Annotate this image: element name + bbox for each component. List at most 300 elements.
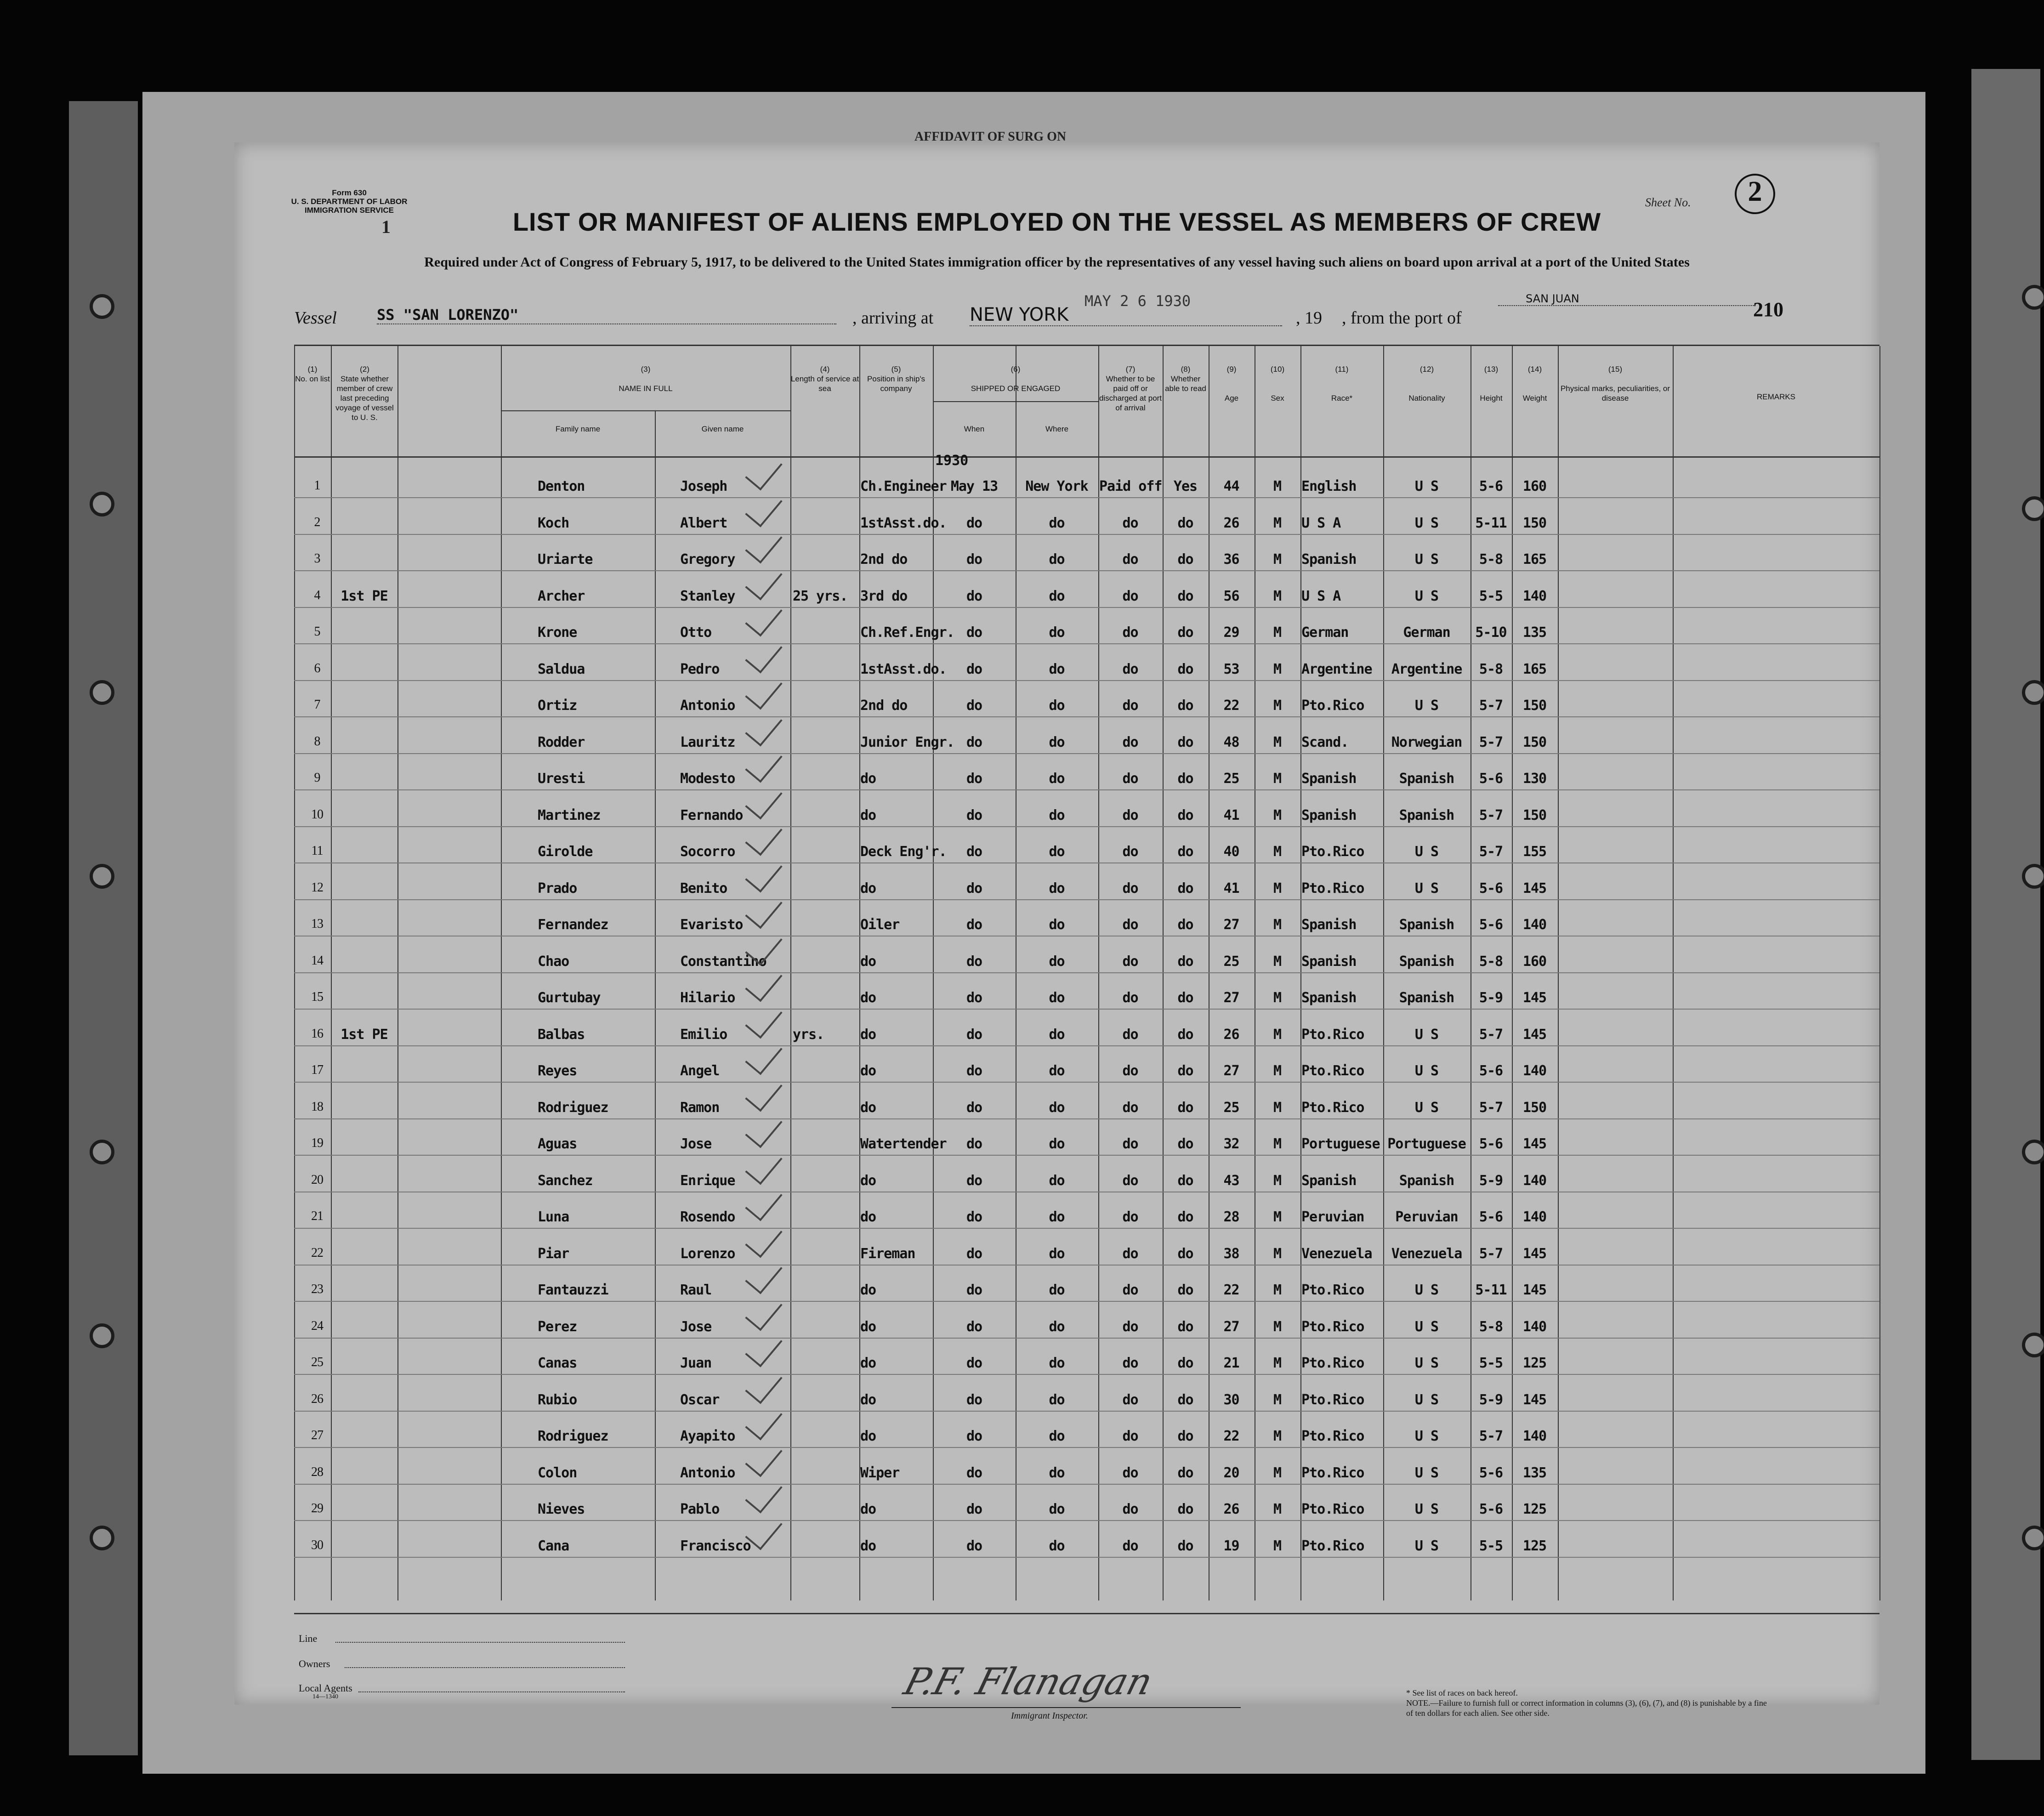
cell-nationality: U S <box>1414 588 1439 604</box>
cell-sex: M <box>1273 1318 1282 1335</box>
cell-no: 30 <box>311 1538 323 1552</box>
cell-age: 22 <box>1223 698 1239 714</box>
cell-race: Pto.Rico <box>1301 1026 1364 1043</box>
cell-given: Albert <box>680 515 727 531</box>
col-num: (7) <box>1125 365 1136 374</box>
cell-age: 25 <box>1223 1099 1239 1116</box>
table-row <box>294 1484 1879 1521</box>
cell-where: do <box>1049 1063 1065 1079</box>
col-num: (1) <box>307 365 318 374</box>
cell-paid: do <box>1122 1172 1138 1189</box>
cell-family: Piar <box>538 1245 569 1262</box>
cell-nationality: U S <box>1414 1282 1439 1298</box>
cell-family: Chao <box>538 953 569 970</box>
cell-given: Benito <box>680 880 727 897</box>
cell-nationality: U S <box>1414 1099 1439 1116</box>
cell-nationality: U S <box>1414 844 1439 860</box>
cell-family: Uriarte <box>538 551 593 568</box>
col2-header <box>332 364 397 422</box>
cell-read: Yes <box>1173 478 1198 494</box>
cell-age: 27 <box>1223 1063 1239 1079</box>
cell-where: do <box>1049 844 1065 860</box>
cell-family: Archer <box>538 588 585 604</box>
cell-no: 7 <box>314 698 320 712</box>
cell-family: Gurtubay <box>538 990 601 1006</box>
cell-family: Canas <box>538 1355 577 1371</box>
cell-nationality: U S <box>1414 478 1439 494</box>
cell-race: Pto.Rico <box>1301 1282 1364 1298</box>
col-num: (3) <box>641 365 651 374</box>
binder-hole <box>90 492 114 516</box>
page-title: LIST OR MANIFEST OF ALIENS EMPLOYED ON THE VESSEL AS MEMBERS OF CREW <box>512 207 1601 236</box>
cell-where: do <box>1049 734 1065 750</box>
cell-height: 5-6 <box>1479 1501 1503 1517</box>
cell-age: 41 <box>1223 880 1239 897</box>
cell-weight: 140 <box>1522 917 1547 933</box>
cell-race: Pto.Rico <box>1301 698 1364 714</box>
cell-paid: do <box>1122 698 1138 714</box>
cell-no: 24 <box>311 1318 323 1333</box>
cell-no: 18 <box>311 1099 323 1114</box>
cell-given: Lauritz <box>680 734 735 750</box>
cell-nationality: U S <box>1414 1391 1439 1408</box>
cell-age: 25 <box>1223 771 1239 787</box>
sheet-number-label: Sheet No. <box>1645 196 1691 209</box>
cell-nationality: Norwegian <box>1391 734 1462 750</box>
cell-weight: 165 <box>1522 551 1547 568</box>
binder-hole <box>2022 1526 2044 1550</box>
binder-hole <box>90 680 114 705</box>
cell-sex: M <box>1273 1245 1282 1262</box>
form-code: 14—1340 <box>312 1693 338 1700</box>
cell-race: Pto.Rico <box>1301 1391 1364 1408</box>
manifest-sheet <box>234 130 1879 1721</box>
date-stamp: MAY 2 6 1930 <box>1084 292 1191 310</box>
cell-age: 28 <box>1223 1209 1239 1225</box>
cell-paid: do <box>1122 1318 1138 1335</box>
cell-read: do <box>1177 515 1193 531</box>
cell-paid: do <box>1122 880 1138 897</box>
cell-position: do <box>860 807 876 823</box>
cell-position: 1stAsst.do. <box>860 661 947 677</box>
col4-header <box>790 364 859 393</box>
cell-no: 11 <box>311 844 323 858</box>
cell-where: do <box>1049 1209 1065 1225</box>
cell-read: do <box>1177 1318 1193 1335</box>
col-label: Nationality <box>1408 394 1445 403</box>
cell-nationality: U S <box>1414 1428 1439 1444</box>
cell-race: Portuguese <box>1301 1136 1380 1152</box>
cell-race: Spanish <box>1301 807 1357 823</box>
binder-hole <box>90 864 114 889</box>
cell-when: do <box>966 1026 982 1043</box>
cell-given: Raul <box>680 1282 712 1298</box>
cell-age: 30 <box>1223 1391 1239 1408</box>
cell-paid: do <box>1122 1282 1138 1298</box>
cell-where: do <box>1049 807 1065 823</box>
col-label: Race* <box>1331 394 1353 403</box>
cell-family: Balbas <box>538 1026 585 1043</box>
cell-paid: do <box>1122 1136 1138 1152</box>
cell-position: do <box>860 1209 876 1225</box>
cell-where: do <box>1049 1245 1065 1262</box>
cell-family: Martinez <box>538 807 601 823</box>
stamp-number: 210 <box>1753 298 1783 321</box>
binder-hole <box>90 1526 114 1550</box>
col-num: (10) <box>1270 365 1285 374</box>
cell-sex: M <box>1273 698 1282 714</box>
binder-hole <box>2022 285 2044 310</box>
cell-sex: M <box>1273 624 1282 641</box>
binder-left <box>69 101 138 1755</box>
cell-no: 15 <box>311 990 323 1004</box>
cell-nationality: Argentine <box>1391 661 1462 677</box>
cell-age: 21 <box>1223 1355 1239 1371</box>
cell-height: 5-8 <box>1479 661 1503 677</box>
cell-paid: do <box>1122 734 1138 750</box>
col5-header <box>859 364 933 393</box>
cell-age: 20 <box>1223 1464 1239 1481</box>
cell-position: 1stAsst.do. <box>860 515 947 531</box>
col9-header <box>1209 364 1255 403</box>
cell-read: do <box>1177 953 1193 970</box>
cell-position: Ch.Ref.Engr. <box>860 624 954 641</box>
cell-family: Aguas <box>538 1136 577 1152</box>
cell-no: 25 <box>311 1355 323 1369</box>
cell-given: Socorro <box>680 844 735 860</box>
cell-given: Otto <box>680 624 712 641</box>
cell-where: do <box>1049 1391 1065 1408</box>
affidavit-text: AFFIDAVIT OF SURG ON <box>914 130 1067 144</box>
cell-paid: do <box>1122 1245 1138 1262</box>
cell-age: 26 <box>1223 515 1239 531</box>
cell-when: do <box>966 1501 982 1517</box>
table-row <box>294 571 1879 608</box>
cell-given: Hilario <box>680 990 735 1006</box>
table-row <box>294 1338 1879 1375</box>
cell-nationality: Spanish <box>1399 807 1454 823</box>
cell-given: Jose <box>680 1136 712 1152</box>
cell-position: 3rd do <box>860 588 908 604</box>
cell-when: do <box>966 990 982 1006</box>
cell-weight: 150 <box>1522 1099 1547 1116</box>
cell-paid: do <box>1122 1099 1138 1116</box>
cell-read: do <box>1177 1355 1193 1371</box>
col-label: SHIPPED OR ENGAGED <box>971 384 1061 393</box>
cell-age: 38 <box>1223 1245 1239 1262</box>
binder-hole <box>2022 680 2044 705</box>
cell-height: 5-5 <box>1479 1538 1503 1554</box>
cell-when: do <box>966 1355 982 1371</box>
col11-header <box>1300 364 1383 403</box>
cell-nationality: Spanish <box>1399 771 1454 787</box>
cell-race: Scand. <box>1301 734 1349 750</box>
line-label: Line <box>299 1633 318 1644</box>
cell-nationality: U S <box>1414 698 1439 714</box>
cell-read: do <box>1177 1464 1193 1481</box>
binder-hole <box>2022 1140 2044 1164</box>
cell-family: Reyes <box>538 1063 577 1079</box>
cell-no: 17 <box>311 1063 323 1077</box>
cell-paid: do <box>1122 1355 1138 1371</box>
cell-age: 48 <box>1223 734 1239 750</box>
cell-where: do <box>1049 588 1065 604</box>
cell-nationality: Portuguese <box>1387 1136 1466 1152</box>
cell-given: Juan <box>680 1355 712 1371</box>
col-label: Physical marks, peculiarities, or disease <box>1560 384 1670 403</box>
cell-read: do <box>1177 807 1193 823</box>
cell-nationality: U S <box>1414 1063 1439 1079</box>
cell-given: Antonio <box>680 1464 735 1481</box>
given-name-header: Given name <box>701 425 744 433</box>
cell-family: Colon <box>538 1464 577 1481</box>
cell-where: do <box>1049 990 1065 1006</box>
col12-header <box>1383 364 1471 403</box>
cell-race: Spanish <box>1301 551 1357 568</box>
cell-where: do <box>1049 698 1065 714</box>
cell-height: 5-7 <box>1479 1099 1503 1116</box>
table-row <box>294 1265 1879 1302</box>
cell-read: do <box>1177 1136 1193 1152</box>
cell-age: 41 <box>1223 807 1239 823</box>
cell-sex: M <box>1273 1209 1282 1225</box>
col-label: Whether to be paid off or discharged at port of arrival <box>1099 375 1162 412</box>
cell-read: do <box>1177 1209 1193 1225</box>
cell-no: 27 <box>311 1428 323 1442</box>
cell-weight: 150 <box>1522 698 1547 714</box>
cell-family: Fernandez <box>538 917 608 933</box>
cell-given: Antonio <box>680 698 735 714</box>
cell-age: 25 <box>1223 953 1239 970</box>
cell-race: German <box>1301 624 1349 641</box>
cell-sex: M <box>1273 478 1282 494</box>
inspector-signature: P.F. Flanagan <box>899 1660 1157 1703</box>
table-row <box>294 790 1879 827</box>
cell-no: 19 <box>311 1136 323 1150</box>
cell-given: Ramon <box>680 1099 720 1116</box>
cell-read: do <box>1177 990 1193 1006</box>
cell-age: 27 <box>1223 1318 1239 1335</box>
cell-given: Lorenzo <box>680 1245 735 1262</box>
cell-given: Pedro <box>680 661 720 677</box>
cell-weight: 145 <box>1522 1391 1547 1408</box>
cell-weight: 135 <box>1522 1464 1547 1481</box>
cell-sex: M <box>1273 990 1282 1006</box>
cell-height: 5-9 <box>1479 990 1503 1006</box>
cell-paid: do <box>1122 917 1138 933</box>
cell-sex: M <box>1273 844 1282 860</box>
cell-where: do <box>1049 1355 1065 1371</box>
cell-where: do <box>1049 1282 1065 1298</box>
binder-right <box>1971 69 2040 1760</box>
cell-age: 53 <box>1223 661 1239 677</box>
cell-weight: 145 <box>1522 990 1547 1006</box>
cell-height: 5-11 <box>1475 1282 1507 1298</box>
cell-where: do <box>1049 1428 1065 1444</box>
cell-family: Rodriguez <box>538 1099 608 1116</box>
col-num: (4) <box>820 365 830 374</box>
cell-age: 29 <box>1223 624 1239 641</box>
col-label: No. on list <box>295 375 330 383</box>
cell-paid: do <box>1122 807 1138 823</box>
cell-read: do <box>1177 1026 1193 1043</box>
cell-position: do <box>860 990 876 1006</box>
cell-height: 5-6 <box>1479 1464 1503 1481</box>
cell-height: 5-7 <box>1479 844 1503 860</box>
cell-race: Argentine <box>1301 661 1372 677</box>
cell-where: do <box>1049 661 1065 677</box>
cell-when: do <box>966 698 982 714</box>
vessel-line <box>294 292 1579 328</box>
col-label: Weight <box>1522 394 1547 403</box>
column-rule <box>1879 346 1880 1600</box>
cell-weight: 150 <box>1522 515 1547 531</box>
cell-paid: do <box>1122 1209 1138 1225</box>
cell-weight: 155 <box>1522 844 1547 860</box>
cell-family: Krone <box>538 624 577 641</box>
cell-age: 40 <box>1223 844 1239 860</box>
cell-when: do <box>966 1245 982 1262</box>
cell-position: do <box>860 1501 876 1517</box>
cell-race: Pto.Rico <box>1301 1428 1364 1444</box>
cell-weight: 150 <box>1522 807 1547 823</box>
cell-family: Girolde <box>538 844 593 860</box>
cell-height: 5-6 <box>1479 1209 1503 1225</box>
from-port: SAN JUAN <box>1498 292 1755 306</box>
cell-no: 14 <box>311 953 323 968</box>
cell-paid: do <box>1122 1538 1138 1554</box>
cell-when: do <box>966 917 982 933</box>
cell-no: 1 <box>314 478 320 493</box>
col-label: State whether member of crew last preceding voyage of vessel to U. S. <box>335 375 394 422</box>
cell-age: 56 <box>1223 588 1239 604</box>
table-row <box>294 1447 1879 1485</box>
col-num: (2) <box>360 365 369 374</box>
cell-no: 8 <box>314 734 320 749</box>
cell-race: Pto.Rico <box>1301 1318 1364 1335</box>
cell-read: do <box>1177 1428 1193 1444</box>
cell-position: do <box>860 1538 876 1554</box>
cell-when: do <box>966 1391 982 1408</box>
cell-height: 5-6 <box>1479 771 1503 787</box>
family-name-header: Family name <box>555 425 601 433</box>
col-label: Height <box>1480 394 1503 403</box>
table-row <box>294 607 1879 644</box>
cell-weight: 145 <box>1522 1026 1547 1043</box>
cell-age: 27 <box>1223 990 1239 1006</box>
cell-read: do <box>1177 698 1193 714</box>
cell-sex: M <box>1273 771 1282 787</box>
col8-header <box>1163 364 1209 393</box>
cell-weight: 125 <box>1522 1355 1547 1371</box>
cell-when: do <box>966 551 982 568</box>
cell-position: do <box>860 1172 876 1189</box>
cell-read: do <box>1177 1501 1193 1517</box>
cell-read: do <box>1177 1538 1193 1554</box>
cell-height: 5-10 <box>1475 624 1507 641</box>
cell-sex: M <box>1273 880 1282 897</box>
cell-age: 43 <box>1223 1172 1239 1189</box>
cell-weight: 145 <box>1522 1245 1547 1262</box>
cell-state: 1st PE <box>341 1026 388 1043</box>
cell-height: 5-6 <box>1479 1063 1503 1079</box>
cell-paid: do <box>1122 953 1138 970</box>
cell-weight: 140 <box>1522 1209 1547 1225</box>
cell-sex: M <box>1273 1136 1282 1152</box>
cell-nationality: Spanish <box>1399 1172 1454 1189</box>
cell-paid: do <box>1122 551 1138 568</box>
cell-sex: M <box>1273 807 1282 823</box>
cell-given: Evaristo <box>680 917 743 933</box>
col-num: (9) <box>1226 365 1237 374</box>
cell-read: do <box>1177 588 1193 604</box>
cell-when: do <box>966 844 982 860</box>
cell-sex: M <box>1273 1026 1282 1043</box>
cell-when: do <box>966 1209 982 1225</box>
col7-header <box>1098 364 1163 413</box>
cell-height: 5-5 <box>1479 1355 1503 1371</box>
cell-no: 2 <box>314 515 320 529</box>
cell-position: do <box>860 1428 876 1444</box>
cell-family: Denton <box>538 478 585 494</box>
table-row <box>294 534 1879 571</box>
cell-paid: do <box>1122 1501 1138 1517</box>
table-row <box>294 1192 1879 1229</box>
cell-where: do <box>1049 771 1065 787</box>
cell-read: do <box>1177 1063 1193 1079</box>
binder-hole <box>90 294 114 319</box>
cell-given: Oscar <box>680 1391 720 1408</box>
cell-weight: 130 <box>1522 771 1547 787</box>
cell-height: 5-8 <box>1479 953 1503 970</box>
sheet-number: 2 <box>1735 174 1775 214</box>
cell-when: do <box>966 588 982 604</box>
cell-family: Sanchez <box>538 1172 593 1189</box>
cell-where: do <box>1049 515 1065 531</box>
col3-header <box>501 364 790 393</box>
cell-sex: M <box>1273 1464 1282 1481</box>
cell-when: do <box>966 771 982 787</box>
cell-where: do <box>1049 1501 1065 1517</box>
table-row <box>294 1374 1879 1412</box>
binder-hole <box>90 1323 114 1348</box>
cell-when: do <box>966 1282 982 1298</box>
col-num: (5) <box>891 365 901 374</box>
cell-given: Constantino <box>680 953 766 970</box>
cell-read: do <box>1177 1245 1193 1262</box>
year-label: , 19 <box>1296 308 1322 328</box>
cell-race: Spanish <box>1301 1172 1357 1189</box>
col-label: Length of service at sea <box>790 375 859 393</box>
owners-field <box>345 1667 625 1668</box>
cell-race: U S A <box>1301 588 1341 604</box>
cell-no: 6 <box>314 661 320 675</box>
cell-when: do <box>966 734 982 750</box>
col-num: (8) <box>1181 365 1191 374</box>
cell-sex: M <box>1273 661 1282 677</box>
cell-where: do <box>1049 1464 1065 1481</box>
cell-family: Prado <box>538 880 577 897</box>
cell-read: do <box>1177 880 1193 897</box>
form-number: Form 630 U. S. DEPARTMENT OF LABOR IMMIGRATION SERVICE <box>291 188 408 215</box>
cell-sex: M <box>1273 1172 1282 1189</box>
cell-read: do <box>1177 771 1193 787</box>
cell-position: do <box>860 1391 876 1408</box>
cell-read: do <box>1177 661 1193 677</box>
cell-age: 26 <box>1223 1501 1239 1517</box>
col-label: Age <box>1224 394 1239 403</box>
cell-paid: do <box>1122 588 1138 604</box>
